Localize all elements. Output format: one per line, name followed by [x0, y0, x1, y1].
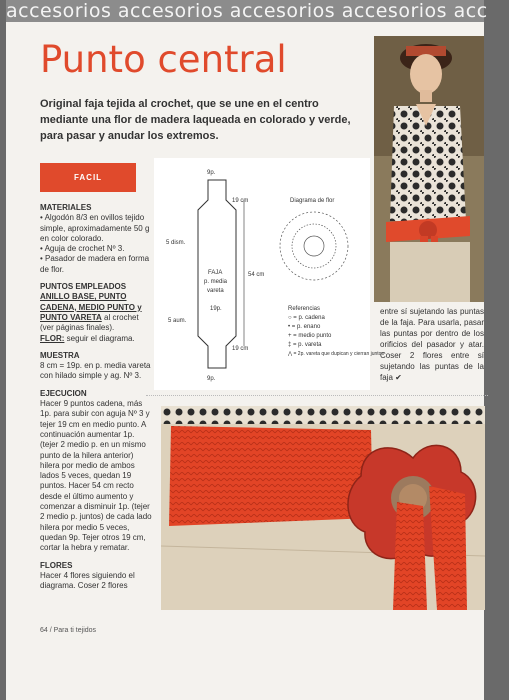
puntos-text: [40, 292, 152, 333]
puntos-bold: ANILLO BASE, PUNTO CADENA, MEDIO PUNTO y PUNTO VARETA: [40, 292, 142, 322]
bottom-stitches: 9p.: [207, 376, 216, 382]
aum-label: 5 aum.: [168, 318, 187, 324]
materiales-item-2: • Aguja de crochet Nº 3.: [40, 244, 125, 254]
flor-line: [40, 334, 152, 344]
ref-title: Referencias: [288, 306, 321, 312]
faja-stitches: 19p.: [210, 306, 222, 312]
materiales-item-1: • Algodón 8/3 en ovillos tejido simple, aproximadamente 50 g en color colorado.: [40, 213, 150, 243]
header-band: accesorios accesorios accesorios accesorios acc: [6, 0, 488, 22]
dism-label: 5 dism.: [166, 240, 186, 246]
ref-3: + = medio punto: [288, 333, 332, 339]
ref-1: ○ = p. cadena: [288, 315, 325, 321]
flor-text: seguir el diagrama.: [66, 333, 135, 343]
ejecucion-text: Hacer 9 puntos cadena, más 1p. para subir con aguja Nº 3 y tejer 19 cm en medio punto. A continuación aumentar 1p. (tejer 2 medio p. en un mismo punto de la hilera anterior) hilera por medio de ambos lados 5 veces, quedan 19 puntos. Hacer 54 cm recto desde el último aumento y comenzar a disminuir 1p. (tejer 2 medio p. juntos) de cada lado hilera por medio 5 veces, quedan 9p. Tejer otros 19 cm, cortar la hebra y rematar.: [40, 399, 152, 553]
diagram-svg: [154, 158, 384, 390]
cm-bottom: 19 cm: [232, 346, 249, 352]
muestra-heading: MUESTRA: [40, 350, 80, 360]
level-badge: FACIL: [40, 163, 136, 192]
flor-label: FLOR:: [40, 333, 65, 343]
ejecucion-heading: EJECUCION: [40, 388, 87, 398]
ref-4: ‡ = p. vareta: [288, 342, 322, 348]
ref-2: • = p. enano: [288, 324, 321, 330]
faja-sub2: vareta: [207, 288, 224, 294]
flor-diagram-title: Diagrama de flor: [290, 198, 335, 204]
model-photo-svg: [374, 36, 484, 302]
puntos-rest: al crochet (ver páginas finales).: [40, 312, 139, 333]
faja-label: FAJA: [208, 270, 223, 276]
faja-sub1: p. media: [204, 279, 228, 285]
magazine-page: [6, 0, 488, 700]
ref-5: ⋀ = 2p. vareta que dupican y cierran juntos: [288, 351, 384, 357]
puntos-heading: PUNTOS EMPLEADOS: [40, 282, 127, 292]
flores-heading: FLORES: [40, 560, 73, 570]
muestra-text: 8 cm = 19p. en p. media vareta con hilado simple y ag. Nº 3.: [40, 361, 151, 381]
flower-center-ring: [304, 236, 324, 256]
instructions-column: [40, 203, 152, 598]
photo-caption: entre sí sujetando las puntas de la faja. Para usarla, pasar las puntas por dentro de los orificios del pasador y atar. Coser 2 flores entre sí sujetando las puntas de la faja ✔: [380, 307, 484, 382]
pattern-diagram: [154, 158, 384, 390]
cm-mid: 54 cm: [248, 272, 265, 278]
model-photo: [374, 36, 484, 302]
belt-photo-svg: [161, 406, 485, 610]
belt-closeup-photo: [161, 406, 485, 610]
cm-top: 19 cm: [232, 198, 249, 204]
intro-text: Original faja tejida al crochet, que se une en el centro mediante una flor de madera laqueada en colorado y verde, para pasar y anudar los extremos.: [40, 98, 351, 142]
flower-mid-ring: [292, 224, 336, 268]
flower-outer-ring: [280, 212, 348, 280]
divider: [146, 395, 488, 396]
materiales-heading: MATERIALES: [40, 203, 92, 212]
page-footer: 64 / Para ti tejidos: [40, 627, 97, 634]
page-title: Punto central: [40, 38, 287, 81]
flores-text: Hacer 4 flores siguiendo el diagrama. Coser 2 flores: [40, 570, 135, 591]
top-stitches: 9p.: [207, 170, 216, 176]
materiales-item-3: • Pasador de madera en forma de flor.: [40, 254, 150, 274]
